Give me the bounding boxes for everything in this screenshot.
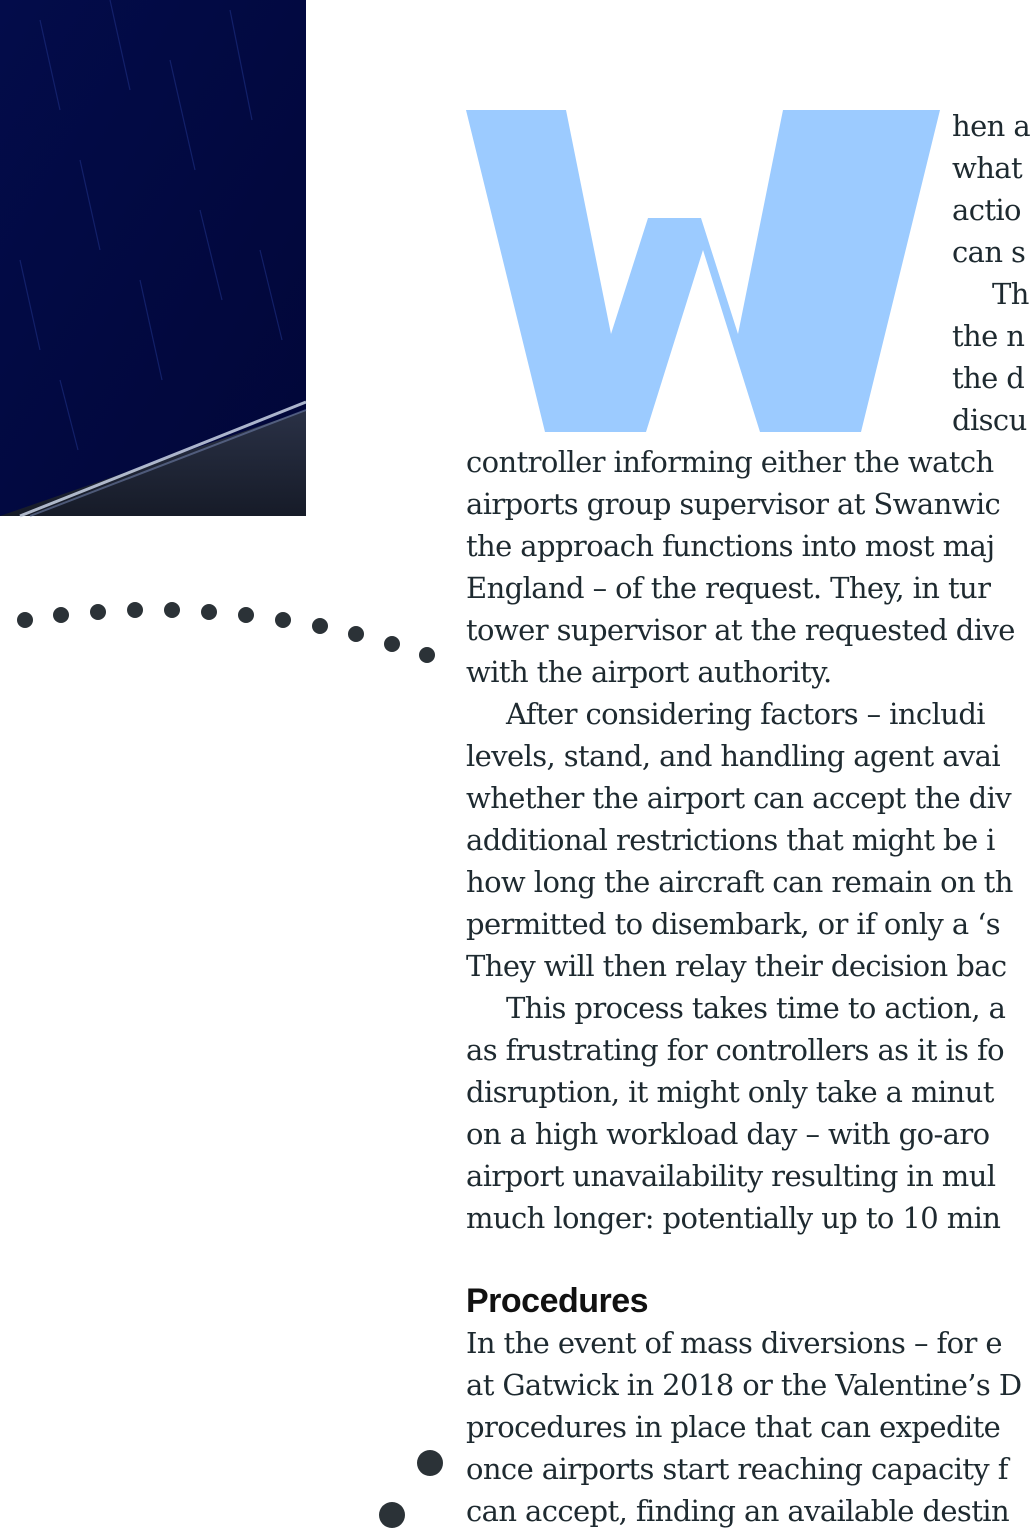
body-line: tower supervisor at the requested dive	[466, 613, 1015, 647]
body-line: airports group supervisor at Swanwic	[466, 487, 1001, 521]
drop-cap-letter-w	[466, 110, 940, 432]
intro-line: the d	[952, 361, 1025, 395]
intro-line: can s	[952, 235, 1026, 269]
body-line: procedures in place that can expedite	[466, 1410, 1001, 1444]
body-line: England – of the request. They, in tur	[466, 571, 991, 605]
body-line: In the event of mass diversions – for e	[466, 1326, 1002, 1360]
body-line: the approach functions into most maj	[466, 529, 995, 563]
body-line: levels, stand, and handling agent avai	[466, 739, 1001, 773]
path-dot	[384, 636, 400, 652]
body-line: with the airport authority.	[466, 655, 832, 689]
body-line: This process takes time to action, a	[506, 991, 1006, 1025]
path-dot	[53, 607, 69, 623]
body-line: can accept, finding an available destin	[466, 1494, 1010, 1528]
path-dot	[201, 604, 217, 620]
photo-graphic	[0, 0, 306, 516]
drop-cap	[466, 110, 940, 432]
path-dot	[419, 647, 435, 663]
path-dot-large	[379, 1502, 405, 1528]
path-dot	[17, 612, 33, 628]
path-dot	[164, 602, 180, 618]
body-line: as frustrating for controllers as it is fo	[466, 1033, 1004, 1067]
path-dot	[238, 607, 254, 623]
intro-line: actio	[952, 193, 1021, 227]
body-line: disruption, it might only take a minut	[466, 1075, 994, 1109]
body-line: how long the aircraft can remain on th	[466, 865, 1013, 899]
body-line: once airports start reaching capacity f	[466, 1452, 1008, 1486]
intro-line: what	[952, 151, 1023, 185]
intro-line: hen a	[952, 109, 1030, 143]
hero-photo	[0, 0, 306, 516]
section-heading: Procedures	[466, 1282, 649, 1320]
body-line: After considering factors – includi	[506, 697, 985, 731]
body-line: permitted to disembark, or if only a ‘s	[466, 907, 1001, 941]
body-line: at Gatwick in 2018 or the Valentine’s D	[466, 1368, 1022, 1402]
body-line: They will then relay their decision bac	[466, 949, 1007, 983]
body-line: airport unavailability resulting in mul	[466, 1159, 996, 1193]
intro-line: Th	[992, 277, 1029, 311]
path-dot	[348, 626, 364, 642]
path-dot	[275, 612, 291, 628]
dot-group	[17, 602, 443, 1528]
body-line: whether the airport can accept the div	[466, 781, 1012, 815]
body-line: on a high workload day – with go-aro	[466, 1117, 990, 1151]
intro-line: the n	[952, 319, 1025, 353]
path-dot	[127, 602, 143, 618]
path-dot-large	[417, 1450, 443, 1476]
path-dot	[90, 604, 106, 620]
body-line: controller informing either the watch	[466, 445, 994, 479]
body-line: much longer: potentially up to 10 min	[466, 1201, 1001, 1235]
intro-line: discu	[952, 403, 1027, 437]
path-dot	[312, 618, 328, 634]
body-line: additional restrictions that might be i	[466, 823, 995, 857]
